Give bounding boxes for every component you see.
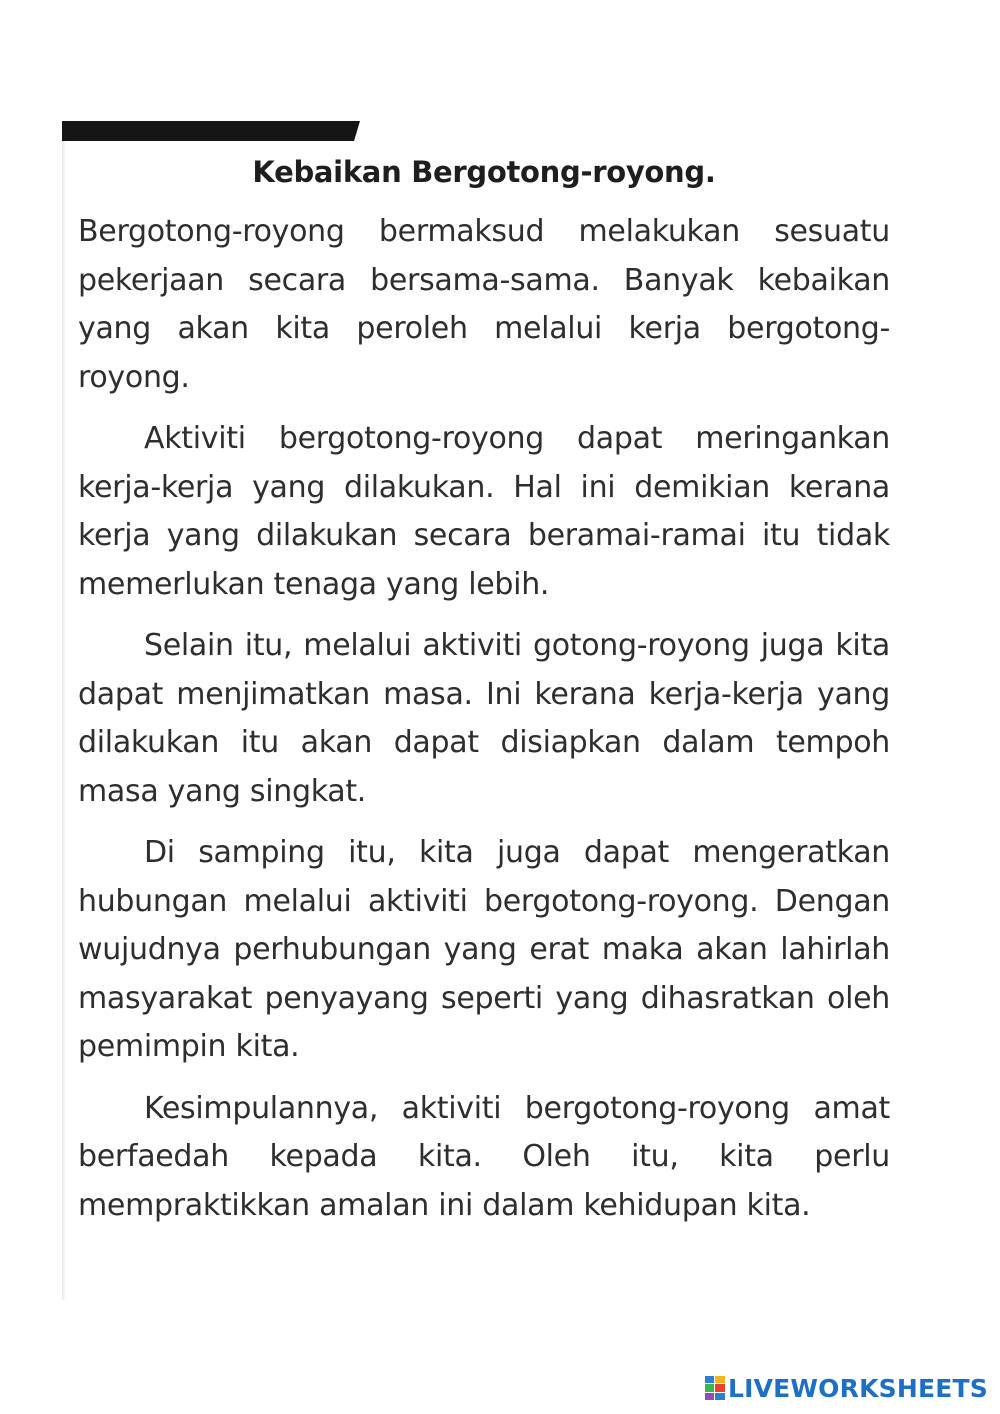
paragraph-conclusion: Kesimpulannya, aktiviti bergotong-royong amat berfaedah kepada kita. Oleh itu, kita perlu mempraktikkan amalan ini dalam kehidupan kita. [78, 1090, 890, 1223]
liveworksheets-watermark [705, 1370, 988, 1406]
document-title: Kebaikan Bergotong-royong. [252, 155, 716, 189]
brand-name: LIVEWORKSHEETS [727, 1373, 988, 1403]
paragraph-intro: Bergotong-royong bermaksud melakukan sesuatu pekerjaan secara bersama-sama. Banyak kebaikan yang akan kita peroleh melalui kerja bergotong-royong. [78, 214, 890, 395]
header-bar [62, 121, 360, 141]
paragraph-save-time: Selain itu, melalui aktiviti gotong-royong juga kita dapat menjimatkan masa. Ini kerana kerja-kerja yang dilakukan itu akan dapat disiapkan dalam tempoh masa yang singkat. [78, 628, 890, 809]
liveworksheets-logo-icon [705, 1376, 725, 1400]
paragraph-lighten-work: Aktiviti bergotong-royong dapat meringankan kerja-kerja yang dilakukan. Hal ini demikian kerana kerja yang dilakukan secara beramai-ramai itu tidak memerlukan tenaga yang lebih. [78, 421, 890, 602]
page-left-edge [62, 140, 65, 1300]
article-body [78, 208, 890, 1230]
paragraph-relationships: Di samping itu, kita juga dapat mengeratkan hubungan melalui aktiviti bergotong-royong. Dengan wujudnya perhubungan yang erat maka akan lahirlah masyarakat penyayang seperti yang dihasratkan oleh pemimpin kita. [78, 835, 890, 1064]
